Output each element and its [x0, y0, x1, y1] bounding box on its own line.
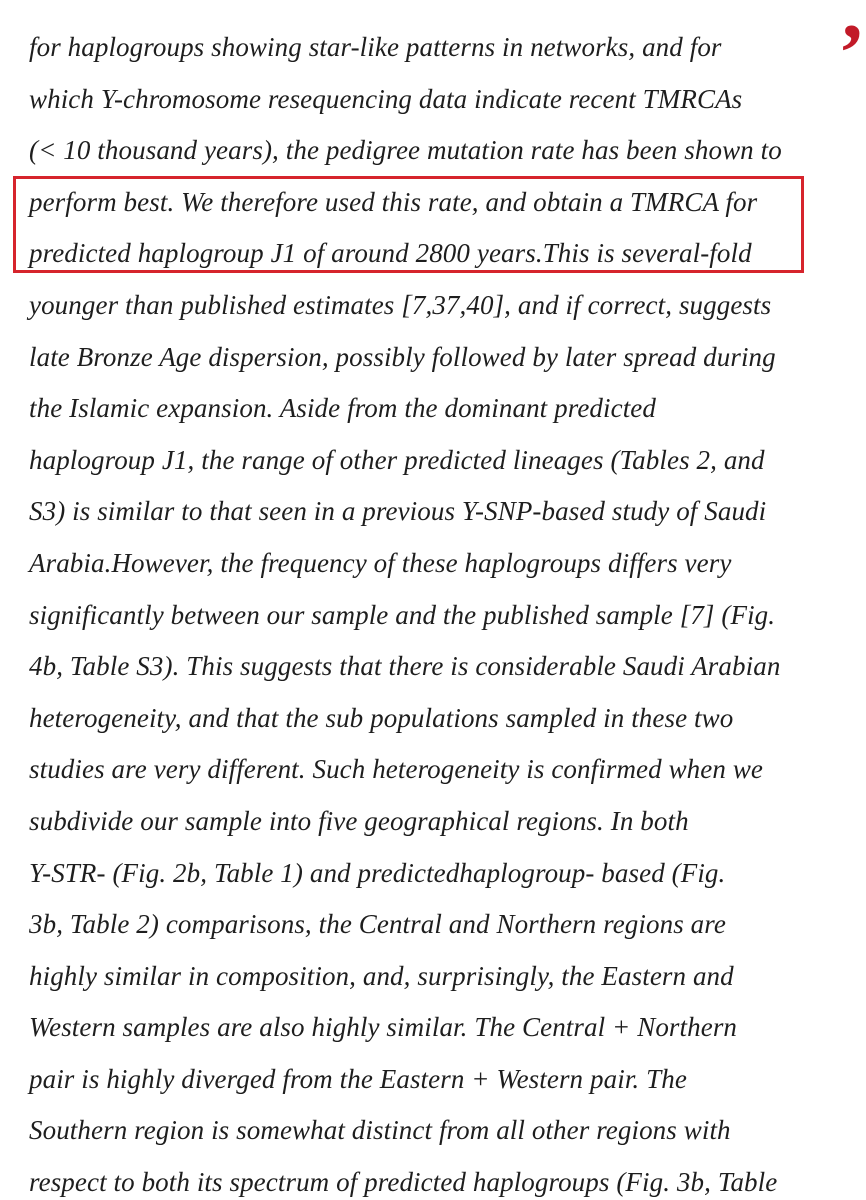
text-line-12: significantly between our sample and the published sample [7] (Fig.: [29, 599, 776, 630]
text-line-15: studies are very different. Such heterogeneity is confirmed when we: [29, 754, 764, 785]
text-line-16: subdivide our sample into five geographical regions. In both: [29, 805, 689, 836]
text-line-9: haplogroup J1, the range of other predicted lineages (Tables 2, and: [29, 444, 765, 475]
text-line-19: highly similar in composition, and, surprisingly, the Eastern and: [29, 960, 734, 991]
text-line-7: late Bronze Age dispersion, possibly followed by later spread during: [29, 341, 776, 372]
text-line-2: which Y-chromosome resequencing data indicate recent TMRCAs: [29, 83, 743, 114]
text-line-11: Arabia.However, the frequency of these haplogroups differs very: [29, 547, 732, 578]
text-line-8: the Islamic expansion. Aside from the dominant predicted: [29, 393, 656, 424]
text-line-22: Southern region is somewhat distinct from all other regions with: [29, 1115, 731, 1146]
text-line-6: younger than published estimates [7,37,40], and if correct, suggests: [29, 289, 772, 320]
text-line-17: Y-STR- (Fig. 2b, Table 1) and predictedhaplogroup- based (Fig.: [29, 857, 726, 888]
text-line-20: Western samples are also highly similar. The Central + Northern: [29, 1012, 738, 1043]
highlight-annotation-box: [13, 176, 804, 273]
text-line-13: 4b, Table S3). This suggests that there is considerable Saudi Arabian: [29, 651, 781, 682]
text-line-21: pair is highly diverged from the Eastern + Western pair. The: [29, 1063, 687, 1094]
quote-mark-icon: ’: [838, 7, 866, 98]
text-line-18: 3b, Table 2) comparisons, the Central and Northern regions are: [29, 909, 726, 940]
text-line-3: (< 10 thousand years), the pedigree mutation rate has been shown to: [29, 135, 782, 166]
text-line-10: S3) is similar to that seen in a previous Y-SNP-based study of Saudi: [29, 496, 767, 527]
text-line-1: for haplogroups showing star-like patterns in networks, and for: [29, 32, 722, 62]
text-line-14: heterogeneity, and that the sub populations sampled in these two: [29, 702, 734, 733]
text-line-23: respect to both its spectrum of predicted haplogroups (Fig. 3b, Table: [29, 1167, 778, 1198]
text-line-4-highlighted: perform best. We therefore used this rate, and obtain a TMRCA for: [29, 186, 758, 217]
text-line-5-highlighted: predicted haplogroup J1 of around 2800 years.This is several-fold: [29, 238, 752, 269]
